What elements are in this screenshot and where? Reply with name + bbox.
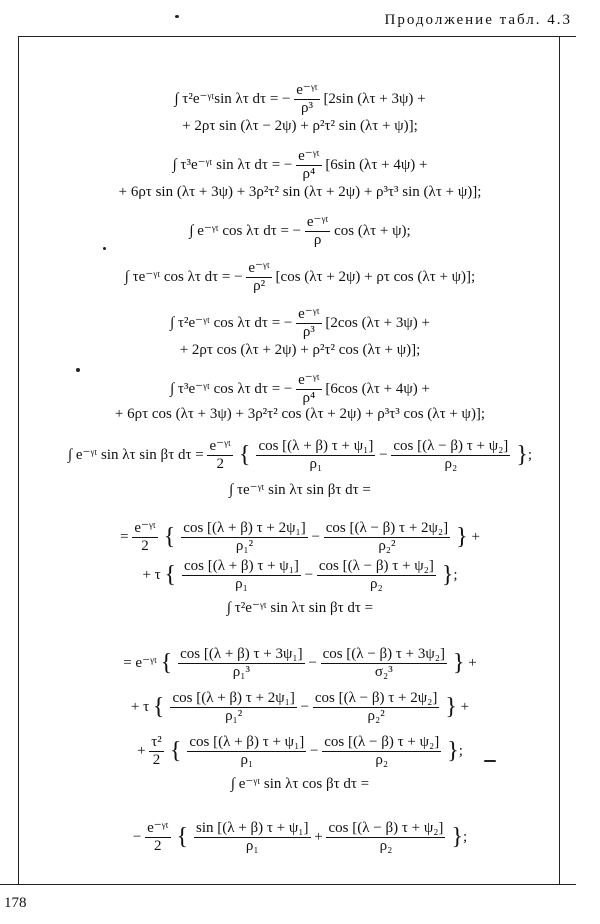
formula-lhs: ∫ e⁻ᵞᵗ sin λτ sin βτ dτ = <box>67 447 208 464</box>
first-fraction-numerator: cos [(λ + β) τ + ψ₁] <box>256 438 375 456</box>
first-fraction <box>256 438 375 474</box>
formula-line-f12 <box>20 480 580 499</box>
first-fraction <box>194 820 310 856</box>
formula-lhs: − <box>132 829 146 846</box>
formula-line-f20 <box>20 820 580 856</box>
formula-rhs: ; <box>453 567 458 584</box>
close-brace: } <box>441 738 459 765</box>
formula-rhs: + <box>467 529 480 546</box>
formula-line-f4 <box>20 184 580 201</box>
formula-lhs: = <box>120 529 133 546</box>
second-fraction-denominator: ρ₂² <box>367 708 385 725</box>
formula-lhs: ∫ e⁻ᵞᵗ cos λτ dτ = − <box>189 223 305 240</box>
formula-line-f16 <box>20 646 580 682</box>
running-header: Продолжение табл. 4.3 <box>384 12 572 28</box>
formula-lhs: = e⁻ᵞᵗ <box>123 655 161 672</box>
formula-lhs: ∫ τ²e⁻ᵞᵗ cos λτ dτ = − <box>170 315 297 332</box>
operator: − <box>304 655 321 672</box>
first-fraction-denominator: ρ₁² <box>225 708 243 725</box>
coefficient-fraction-denominator: ρ³ <box>302 324 315 341</box>
second-fraction-numerator: cos [(λ − β) τ + ψ₂] <box>322 734 441 752</box>
first-fraction-denominator: ρ₁ <box>309 456 323 473</box>
coefficient-fraction-denominator: 2 <box>216 456 224 473</box>
first-fraction-numerator: cos [(λ + β) τ + ψ₁] <box>182 558 301 576</box>
formula-text: + 6ρτ cos (λτ + 3ψ) + 3ρ²τ² cos (λτ + 2ψ) + ρ³τ³ cos (λτ + ψ)]; <box>114 406 486 422</box>
open-brace: { <box>232 442 257 469</box>
first-fraction-numerator: cos [(λ + β) τ + ψ₁] <box>187 734 306 752</box>
second-fraction <box>317 558 436 594</box>
coefficient-fraction <box>294 82 319 118</box>
operator: + <box>310 829 327 846</box>
formula-rhs: [2cos (λτ + 3ψ) + <box>321 315 430 332</box>
bottom-rule <box>0 884 576 885</box>
formula-lhs: ∫ τe⁻ᵞᵗ cos λτ dτ = − <box>124 269 247 286</box>
coefficient-fraction-numerator: e⁻ᵞᵗ <box>296 372 321 390</box>
second-fraction-denominator: ρ₂ <box>379 838 393 855</box>
formula-line-f1 <box>20 82 580 118</box>
first-fraction-numerator: cos [(λ + β) τ + 2ψ₁] <box>181 520 307 538</box>
formula-lhs: ∫ τ²e⁻ᵞᵗsin λτ dτ = − <box>174 91 295 108</box>
formula-text: ∫ τ²e⁻ᵞᵗ sin λτ sin βτ dτ = <box>226 600 374 616</box>
formula-line-f19 <box>20 774 580 793</box>
first-fraction <box>181 520 307 556</box>
open-brace: { <box>160 650 179 677</box>
second-fraction-numerator: cos [(λ − β) τ + ψ₂] <box>326 820 445 838</box>
coefficient-fraction-denominator: ρ⁴ <box>302 390 316 407</box>
formula-rhs: [6cos (λτ + 4ψ) + <box>321 381 430 398</box>
formula-lhs: ∫ τ³e⁻ᵞᵗ sin λτ dτ = − <box>172 157 297 174</box>
second-fraction-denominator: ρ₂ <box>375 752 389 769</box>
formula-line-f14 <box>20 558 580 594</box>
formula-rhs: [cos (λτ + 2ψ) + ρτ cos (λτ + ψ)]; <box>271 269 476 286</box>
page-number: 178 <box>4 895 27 911</box>
open-brace: { <box>152 694 171 721</box>
first-fraction <box>170 690 296 726</box>
formula-line-f13 <box>20 520 580 556</box>
second-fraction-numerator: cos [(λ − β) τ + ψ₂] <box>391 438 510 456</box>
coefficient-fraction <box>296 372 321 408</box>
formula-rhs: ; <box>462 829 468 846</box>
first-fraction-numerator: sin [(λ + β) τ + ψ₁] <box>194 820 310 838</box>
coefficient-fraction-numerator: e⁻ᵞᵗ <box>305 214 330 232</box>
second-fraction <box>313 690 439 726</box>
coefficient-fraction <box>132 520 157 556</box>
formula-text: + 2ρτ cos (λτ + 2ψ) + ρ²τ² cos (λτ + ψ)]; <box>179 342 421 358</box>
coefficient-fraction-denominator: 2 <box>152 752 161 769</box>
coefficient-fraction-denominator: ρ² <box>253 278 266 295</box>
close-brace: } <box>510 442 528 469</box>
formula-lhs: ∫ τ³e⁻ᵞᵗ cos λτ dτ = − <box>170 381 297 398</box>
close-brace: } <box>447 650 465 677</box>
print-speck <box>175 15 179 18</box>
second-fraction-numerator: cos [(λ − β) τ + 3ψ₂] <box>321 646 447 664</box>
operator: − <box>300 567 317 584</box>
coefficient-fraction <box>149 734 164 770</box>
formula-line-f2 <box>20 118 580 135</box>
print-speck <box>76 368 80 372</box>
second-fraction-denominator: σ₂³ <box>374 664 393 681</box>
print-speck <box>103 247 106 250</box>
second-fraction-denominator: ρ₂² <box>378 538 396 555</box>
second-fraction <box>321 646 447 682</box>
formula-rhs: [6sin (λτ + 4ψ) + <box>321 157 428 174</box>
close-brace: } <box>439 694 457 721</box>
formula-rhs: + <box>464 655 477 672</box>
open-brace: { <box>163 738 188 765</box>
coefficient-fraction <box>145 820 170 856</box>
formula-line-f15 <box>20 598 580 617</box>
formula-rhs: + <box>456 699 470 716</box>
formula-line-f5 <box>20 214 580 250</box>
coefficient-fraction-numerator: e⁻ᵞᵗ <box>296 306 321 324</box>
formula-rhs: [2sin (λτ + 3ψ) + <box>319 91 426 108</box>
coefficient-fraction <box>296 148 321 184</box>
coefficient-fraction-denominator: 2 <box>141 538 149 555</box>
second-fraction-denominator: ρ₂ <box>370 576 383 593</box>
second-fraction-numerator: cos [(λ − β) τ + 2ψ₂] <box>324 520 450 538</box>
open-brace: { <box>157 524 182 551</box>
formula-line-f11 <box>20 438 580 474</box>
coefficient-fraction-numerator: τ² <box>149 734 164 752</box>
formula-lhs: + τ <box>142 567 165 584</box>
first-fraction-denominator: ρ₁ <box>240 752 254 769</box>
first-fraction <box>182 558 301 594</box>
coefficient-fraction-denominator: ρ⁴ <box>302 166 316 183</box>
open-brace: { <box>164 562 182 589</box>
first-fraction-numerator: cos [(λ + β) τ + 2ψ₁] <box>170 690 296 708</box>
first-fraction-numerator: cos [(λ + β) τ + 3ψ₁] <box>178 646 304 664</box>
operator: − <box>375 447 392 464</box>
coefficient-fraction <box>305 214 330 250</box>
formula-text: + 2ρτ sin (λτ − 2ψ) + ρ²τ² sin (λτ + ψ)]; <box>182 118 418 134</box>
formula-text: ∫ e⁻ᵞᵗ sin λτ cos βτ dτ = <box>230 776 370 792</box>
operator: − <box>307 529 324 546</box>
open-brace: { <box>170 824 195 851</box>
coefficient-fraction-numerator: e⁻ᵞᵗ <box>145 820 170 838</box>
formula-line-f8 <box>20 342 580 359</box>
formula-line-f9 <box>20 372 580 408</box>
formula-line-f10 <box>20 406 580 423</box>
formula-line-f18 <box>20 734 580 770</box>
second-fraction <box>391 438 510 474</box>
operator: − <box>296 699 313 716</box>
first-fraction <box>187 734 306 770</box>
formula-text: ∫ τe⁻ᵞᵗ sin λτ sin βτ dτ = <box>229 482 371 498</box>
coefficient-fraction-denominator: ρ³ <box>300 100 313 117</box>
first-fraction-denominator: ρ₁ <box>245 838 259 855</box>
formula-rhs: cos (λτ + ψ); <box>330 223 411 240</box>
coefficient-fraction <box>296 306 321 342</box>
second-fraction-denominator: ρ₂ <box>444 456 458 473</box>
formula-lhs: + <box>137 743 150 760</box>
coefficient-fraction-numerator: e⁻ᵞᵗ <box>132 520 157 538</box>
close-brace: } <box>445 824 463 851</box>
coefficient-fraction-numerator: e⁻ᵞᵗ <box>207 438 232 456</box>
coefficient-fraction-numerator: e⁻ᵞᵗ <box>294 82 319 100</box>
close-brace: } <box>435 562 454 589</box>
formula-line-f3 <box>20 148 580 184</box>
second-fraction-numerator: cos [(λ − β) τ + ψ₂] <box>317 558 436 576</box>
coefficient-fraction <box>246 260 271 296</box>
print-speck <box>484 760 496 762</box>
coefficient-fraction-denominator: 2 <box>154 838 162 855</box>
formula-text: + 6ρτ sin (λτ + 3ψ) + 3ρ²τ² sin (λτ + 2ψ) + ρ³τ³ sin (λτ + ψ)]; <box>118 184 482 200</box>
second-fraction <box>326 820 445 856</box>
coefficient-fraction <box>207 438 232 474</box>
formula-line-f7 <box>20 306 580 342</box>
coefficient-fraction-numerator: e⁻ᵞᵗ <box>246 260 271 278</box>
first-fraction-denominator: ρ₁² <box>235 538 254 555</box>
formula-line-f17 <box>20 690 580 726</box>
formula-rhs: ; <box>458 743 463 760</box>
first-fraction <box>178 646 304 682</box>
coefficient-fraction-numerator: e⁻ᵞᵗ <box>296 148 321 166</box>
formula-rhs: ; <box>527 447 533 464</box>
close-brace: } <box>450 524 468 551</box>
formula-lhs: + τ <box>130 699 153 716</box>
formula-line-f6 <box>20 260 580 296</box>
coefficient-fraction-denominator: ρ <box>313 232 322 249</box>
operator: − <box>306 743 323 760</box>
first-fraction-denominator: ρ₁³ <box>232 664 250 681</box>
second-fraction <box>322 734 441 770</box>
second-fraction <box>324 520 450 556</box>
second-fraction-numerator: cos [(λ − β) τ + 2ψ₂] <box>313 690 439 708</box>
first-fraction-denominator: ρ₁ <box>235 576 248 593</box>
